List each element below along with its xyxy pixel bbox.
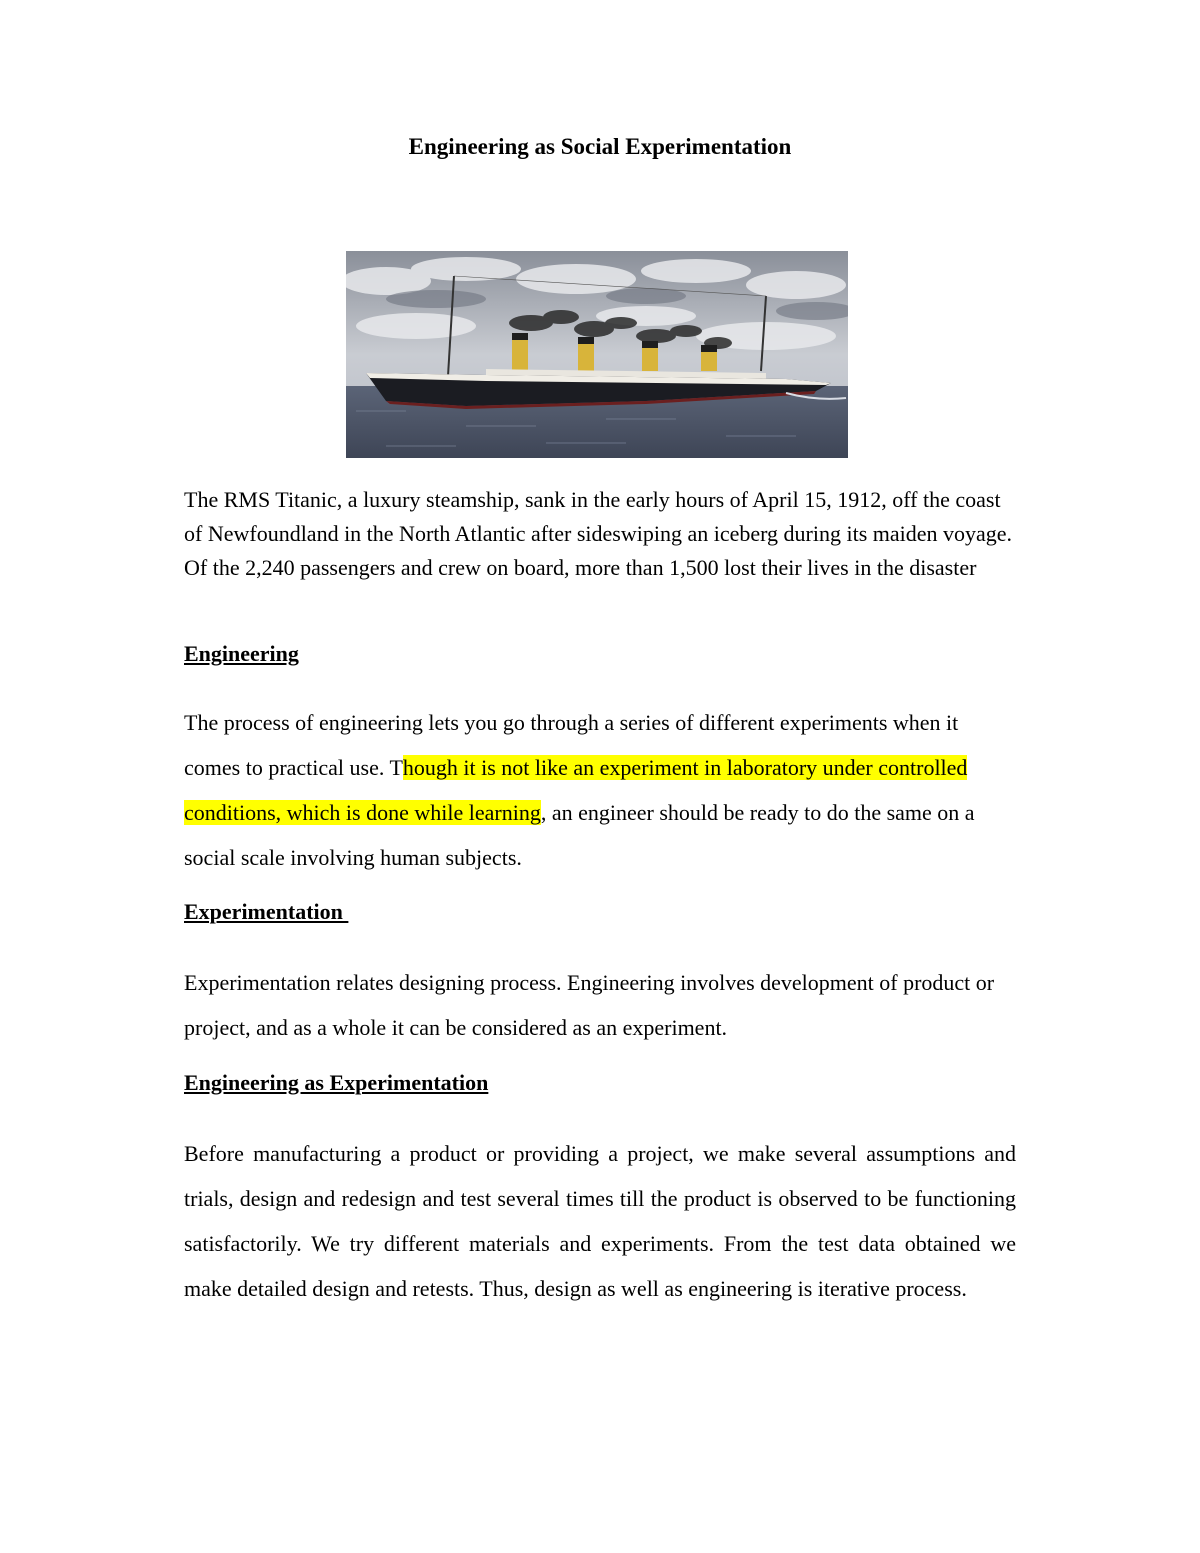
titanic-ship-illustration xyxy=(346,251,848,458)
highlighted-text: hough it is not like an experiment in laboratory under controlled conditions, which is done while learning xyxy=(184,755,968,825)
document-title: Engineering as Social Experimentation xyxy=(408,134,792,159)
section-paragraph-engineering-as-experimentation: Before manufacturing a product or providing a project, we make several assumptions and trials, design and redesign and test several times till the product is observed to be functioning satisfactorily. We try different materials and experiments. From the test data obtained we make detailed design and retests. Thus, design as well as engineering is iterative process. xyxy=(184,1141,1016,1301)
section-paragraph-experimentation: Experimentation relates designing process. Engineering involves development of product or project, and as a whole it can be considered as an experiment. xyxy=(184,970,995,1040)
intro-paragraph: The RMS Titanic, a luxury steamship, sank in the early hours of April 15, 1912, off the coast of Newfoundland in the North Atlantic after sideswiping an iceberg during its maiden voyage. Of the 2,240 passengers and crew on board, more than 1,500 lost their lives in the disaster xyxy=(184,487,1013,580)
section-heading-engineering-as-experimentation: Engineering as Experimentation xyxy=(184,1070,489,1095)
paragraph-text: The process of engineering lets you go through a series of different experiments when it comes to practical use. T xyxy=(184,710,959,780)
section-heading-experimentation: Experimentation xyxy=(184,899,349,924)
section-paragraph-engineering xyxy=(184,700,1016,880)
paragraph-text: , an engineer should be ready to do the same on a social scale involving human subjects. xyxy=(184,800,975,870)
section-heading-engineering: Engineering xyxy=(184,641,299,666)
